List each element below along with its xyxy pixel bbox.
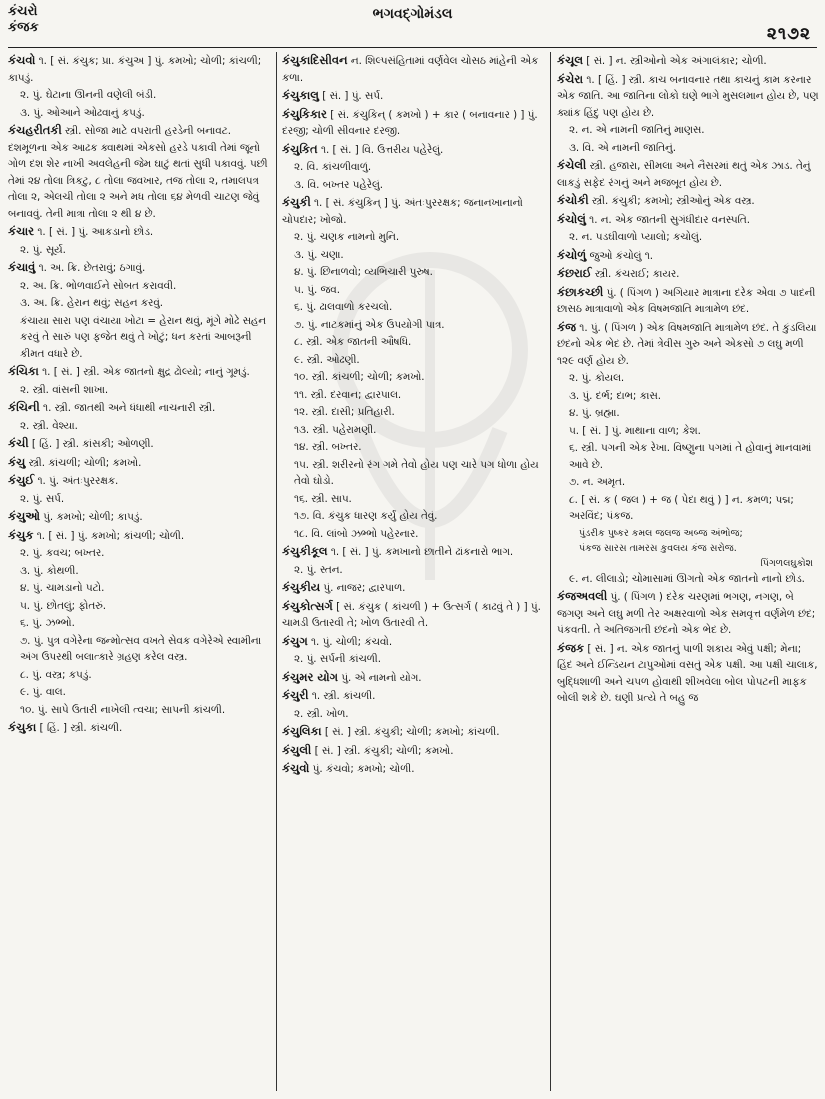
page-number: ૨૧૭૨ <box>766 24 811 44</box>
definition-text: ૨. અ. ક્રિ. ભોળવાઈને સોબત કરાવવી. <box>20 279 177 292</box>
definition-text: ૧. ન. એક જાતની સુગંધીદાર વનસ્પતિ. <box>585 213 750 226</box>
entry-sense <box>557 474 819 491</box>
headword: કંચેરા <box>557 71 584 86</box>
entry-sense <box>557 229 819 246</box>
definition-text: ૧૬. સ્ત્રી. સાપ. <box>294 492 352 505</box>
entry-sense <box>557 122 819 139</box>
dictionary-entry <box>557 211 819 229</box>
definition-text: ૯. સ્ત્રી. ઓઢણી. <box>294 353 360 366</box>
entry-sense <box>8 702 270 719</box>
dictionary-entry <box>282 760 544 778</box>
dictionary-entry <box>557 192 819 210</box>
definition-text: ૧. સ્ત્રી. જાતથી અને ધંધાથી નાચનારી સ્ત્રી. <box>39 402 216 414</box>
definition-text: [ હિં. ] સ્ત્રી. કાંસકી; ઓળણી. <box>28 438 154 450</box>
definition-text: ૧. પું. ( પિંગળ ) એક વિષમજાતિ માત્રામેળ છંદ. તે કુંડલિયા છંદનો એક ભેદ છે. તેમાં ત્રેવીસ ગુરુ અને એકસો ૭ લઘુ મળી ૧૨૯ વર્ણ હોય છે. <box>557 321 817 367</box>
entry-sense <box>282 229 544 246</box>
entry-sense <box>557 440 819 473</box>
definition-text: ૯. ન. લીલાડો; ચોમાસામાં ઊગતો એક જાતનો નાનો છોડ. <box>569 572 805 585</box>
dictionary-entry <box>282 194 544 228</box>
definition-text: ન. શિલ્પસંહિતામાં વર્ણવેલ ચોસઠ માંહેની એક કળા. <box>282 55 539 84</box>
entry-sense <box>8 278 270 295</box>
dictionary-entry <box>8 454 270 472</box>
definition-text: ૯. પું. વાલ. <box>20 686 66 698</box>
definition-text: ૧. સ્ત્રી. કાંચળી. <box>308 690 376 702</box>
dictionary-title: ભગવદ્ગોમંડલ <box>372 6 453 22</box>
entry-sense <box>8 491 270 508</box>
headword: કંચાવું <box>8 260 36 274</box>
headword: કંચેલી <box>557 158 587 172</box>
definition-text: કંચાયા સારા પણ વંચાયા ખોટા = હેરાન થવું, મૂંગે મોઢે સહન કરવું તે સારું પણ ફજેત થવું તે ખોટું; ધન કરતાં આબરૂની કીમત વધારે છે. <box>20 314 266 360</box>
entry-sense <box>282 562 544 579</box>
entry-sense <box>557 370 819 387</box>
definition-text: ૧૩. સ્ત્રી. પહેરામણી. <box>294 423 377 436</box>
headword: કંચોકી <box>557 193 589 207</box>
dictionary-entry <box>8 122 270 222</box>
definition-text: ૬. પું. ઢાલવાળો કરચલો. <box>294 301 393 313</box>
definition-text: જુઓ કંચોલું ૧. <box>586 249 654 262</box>
definition-text: ૧૮. વિ. લાંબો ઝભ્ભો પહેરનાર. <box>294 527 419 540</box>
quote-source <box>557 556 819 571</box>
definition-text: ૨. ન. પડઘીવાળો પ્યાલો; કચોલું. <box>569 231 703 243</box>
definition-text: ૧. [ હિં. ] સ્ત્રી. કાચ બનાવનાર તથા કાચનું કામ કરનાર એક જાતિ. આ જાતિના લોકો ઘણે ભાગે મુસલમાન હોય છે, પણ ક્યાંક હિંદુ પણ હોય છે. <box>557 73 819 119</box>
headword: કંચુકાદિસીવન <box>282 53 348 67</box>
definition-text: પું. એ નામનો યોગ. <box>338 671 422 684</box>
dictionary-entry <box>282 543 544 561</box>
headword: કંચુકી <box>282 195 311 209</box>
entry-sense <box>8 295 270 312</box>
definition-text: [ હિં. ] સ્ત્રી. કાંચળી. <box>36 722 123 734</box>
entry-sense <box>282 177 544 194</box>
definition-text: ૩. અ. ક્રિ. હેરાન થવું; સહન કરવું. <box>20 297 164 309</box>
entry-sense <box>8 684 270 701</box>
headword: કંચી <box>8 436 29 450</box>
definition-text: પુંડરીક પુષ્કર કમલ જલજ અબ્જ અંભોજ; <box>579 527 743 539</box>
headword: કંચિકા <box>8 364 39 378</box>
definition-text: પંકજ સારસ તામરસ કુવલય કંજ સરોજ. <box>579 542 737 554</box>
dictionary-entry <box>8 363 270 381</box>
dictionary-entry <box>8 508 270 526</box>
entry-sense <box>282 706 544 723</box>
dictionary-entry <box>557 640 819 707</box>
entry-sense <box>8 580 270 597</box>
entry-sense <box>282 282 544 299</box>
definition-text: ૧. [ સં. કંચુકિન્ ] પું. અંતઃપુરરક્ષક; જનાનખાનાનો ચોપદાર; ખોજો. <box>282 197 523 226</box>
definition-text: ૫. [ સં. ] પું. માથાના વાળ; કેશ. <box>569 424 701 437</box>
definition-text: સ્ત્રી. કંચરાઈ; કાયર. <box>591 268 680 280</box>
headword: કંચુકીકૂલ <box>282 544 328 558</box>
headword: કંચુ <box>8 454 26 469</box>
definition-text: ૨. પું. ચણક નામનો મુનિ. <box>294 231 400 243</box>
headword: કંચોલું <box>557 211 586 226</box>
definition-text: ૩. પું. ચણા. <box>294 248 344 261</box>
definition-text: ૧. [ સં. ] પું. આકડાનો છોડ. <box>34 226 154 238</box>
definition-text: ૩. વિ. બખ્તર પહેરેલું. <box>294 178 384 191</box>
headword: કંજ <box>557 319 576 334</box>
dictionary-entry <box>557 284 819 318</box>
column-divider <box>550 52 551 1091</box>
definition-text: [ સં. ] ન. સ્ત્રીઓનો એક અંગાલંકાર; ચોળી. <box>583 55 767 67</box>
headword: કંછરાઈ <box>557 266 592 280</box>
definition-text: પું. નાજર; દ્વારપાળ. <box>320 582 406 594</box>
definition-text: ૧. [ સં. કંચુક; પ્રા. કંચુઅ ] પું. કમખો; ચોળી; કાંચળી; કાપડું. <box>8 55 262 84</box>
entry-sense <box>557 388 819 405</box>
definition-text: ૨. સ્ત્રી. વાંસની શાખા. <box>20 383 109 396</box>
dictionary-entry <box>557 588 819 639</box>
dictionary-column-2 <box>282 52 544 1093</box>
entry-sense <box>8 615 270 632</box>
definition-text: ૨. પું. સૂર્ય. <box>20 243 66 256</box>
dictionary-entry <box>557 247 819 265</box>
definition-text: ૪. પું. છિનાળવો; વ્યભિચારી પુરુષ. <box>294 266 433 278</box>
definition-text: ૧૦. પું. સાપે ઉતારી નાખેલી ત્વચા; સાપની કાંચળી. <box>20 703 226 716</box>
definition-text: [ સં. કંચુક ( કાંચળી ) + ઉત્સર્ગ ( કાઢવું તે ) ] પું. ચામડી ઉતારવી તે; ખોળ ઉતારવી તે. <box>282 600 541 629</box>
headword: કંચોળું <box>557 247 587 262</box>
definition-text: ૧૪. સ્ત્રી. બખ્તર. <box>294 441 362 453</box>
entry-sense <box>282 387 544 404</box>
entry-sense <box>282 159 544 176</box>
headword: કંચુકીય <box>282 580 321 594</box>
entry-sense <box>557 405 819 422</box>
definition-text: ૧. પું. ચોળી; કંચવો. <box>307 635 393 648</box>
definition-text: પિંગળલઘુકોશ <box>760 557 813 569</box>
definition-text: સ્ત્રી. સોજા માટે વપરાતી હરડેની બનાવટ. દશમૂળના એક આઢક ક્વાથમાં એકસો હરડે પકાવી તેમાં જૂનો ગોળ દશ શેર નાખી અવલેહની જેમ ઘાટું થતાં સુધી પકાવવું. પછી તેમાં ૨૪ તોલા ત્રિકટુ, ૮ તોલા જવખાર, તજ તોલા ૨, તમાલપત્ર તોલા ૨, એલચી તોલા ૨ અને મધ તોલા ૬૪ મેળવી ચાટણ જેવું બનાવવું. તેની માત્રા તોલા ૨ થી ૪ છે. <box>8 125 268 220</box>
headword: કંચહરીતકી <box>8 123 62 137</box>
definition-text: ૭. પું. પુત્ર વગેરેના જન્મોત્સવ વખતે સેવક વગેરેએ સ્વામીના અંગ ઉપરથી બલાત્કારે ગ્રહણ કરેલ વસ્ત્ર. <box>20 634 262 663</box>
header-rule <box>8 47 817 48</box>
dictionary-entry <box>282 687 544 705</box>
dictionary-entry <box>8 472 270 490</box>
definition-text: [ સં. ] ન. એક જાતનું પાળી શકાય એવું પક્ષી; મેના; હિંદ અને ઈન્ડિયન ટાપુઓમાં વસતું એક પક્ષી. આ પક્ષી ચાલાક, બુદ્ધિશાળી અને ચપળ હોવાથી શીખવેલા બોલ પોપટની માફક બોલી શકે છે. ઘણી પ્રત્યે તે બહુ જ <box>557 642 818 704</box>
guide-word-first: કંચરો <box>8 4 38 19</box>
headword: કંચુકાલુ <box>282 88 319 102</box>
entry-sense <box>282 352 544 369</box>
definition-text: ૧. પું. અંતઃપુરરક્ષક. <box>34 475 119 487</box>
headword: કંચુકા <box>8 720 37 734</box>
headword: કંચાર <box>8 224 35 238</box>
definition-text: ૧. અ. ક્રિ. છેતરાવું; ઠગાવું. <box>35 262 146 274</box>
entry-sense <box>8 545 270 562</box>
dictionary-entry <box>8 52 270 86</box>
definition-text: ૨. પું. કોયલ. <box>569 372 625 384</box>
entry-sense <box>8 382 270 399</box>
definition-text: ૬. પું. ઝભ્ભો. <box>20 617 75 629</box>
entry-sense <box>8 418 270 435</box>
headword: કંચુકિકાર <box>282 106 327 121</box>
entry-sense <box>8 242 270 259</box>
definition-text: ૨. સ્ત્રી. વેશ્યા. <box>20 419 78 432</box>
definition-text: ૨. પું. સર્પની કાંચળી. <box>294 653 382 665</box>
entry-sense <box>282 247 544 264</box>
headword: કંચુવો <box>282 761 310 775</box>
definition-text: ૨. ન. એ નામની જાતિનું માણસ. <box>569 124 705 136</box>
definition-text: ૨. પું. કવચ; બખ્તર. <box>20 547 105 559</box>
entry-sense <box>8 105 270 122</box>
headword: કંચુમર યોગ <box>282 669 339 684</box>
definition-text: [ સં. ] સ્ત્રી. કંચુકી; ચોળી; કમખો. <box>311 744 454 757</box>
headword: કંચુલિકા <box>282 724 322 738</box>
entry-sense <box>282 369 544 386</box>
headword: કંચૂલ <box>557 53 584 67</box>
definition-text: [ સં. ] પું. સર્પ. <box>318 90 384 102</box>
dictionary-column-1 <box>8 52 270 1093</box>
entry-sense <box>8 563 270 580</box>
headword: કંજઅવલી <box>557 589 608 603</box>
entry-sense <box>282 334 544 351</box>
headword: કંચુગ <box>282 633 308 648</box>
entry-sense <box>282 264 544 281</box>
definition-text: ૨. વિ. કાંચળીવાળું. <box>294 161 372 173</box>
dictionary-column-3 <box>557 52 819 1093</box>
definition-text: પું. કમખો; ચોળી; કાપડું. <box>39 511 143 523</box>
headword: કંચવો <box>8 53 36 67</box>
dictionary-entry <box>282 52 544 86</box>
definition-text: સ્ત્રી. હજારા, સીમલા અને નૈસરમાં થતું એક ઝાડ. તેનું લાકડું સફેદ રંગનું અને મજબૂત હોય છે. <box>557 160 811 189</box>
definition-text: [ સં. ] સ્ત્રી. કંચુકી; ચોળી; કમખો; કાંચળી. <box>321 726 500 738</box>
definition-text: ૮. પું. વસ્ત્ર; કપડું. <box>20 668 92 681</box>
headword: કંચિની <box>8 400 40 414</box>
definition-text: પું. ( પિંગળ ) દરેક ચરણમાં ભગણ, નગણ, બે જગણ અને લઘુ મળી તેર અક્ષરવાળો એક સમવૃત્ત વર્ણમેળ છંદ; પંકવતી. તે અતિજગતી છંદનો એક ભેદ છે. <box>557 591 816 636</box>
dictionary-entry <box>282 579 544 597</box>
dictionary-entry <box>282 598 544 632</box>
headword: કંછાકચ્છી <box>557 284 604 299</box>
entry-sense <box>282 651 544 668</box>
entry-sense <box>8 313 270 363</box>
entry-sense <box>282 404 544 421</box>
definition-text: ૭. પું. નાટકમાંનું એક ઉપયોગી પાત્ર. <box>294 318 445 331</box>
entry-sense <box>8 598 270 615</box>
definition-text: ૧. [ સં. ] વિ. ઉત્તરીય પહેરેલું. <box>317 143 444 156</box>
column-divider <box>276 52 277 1091</box>
dictionary-entry <box>557 319 819 370</box>
definition-text: ૩. વિ. એ નામની જાતિનું. <box>569 141 677 154</box>
definition-text: ૪. પું. ચામડાનો પટો. <box>20 582 105 594</box>
entry-sense <box>557 140 819 157</box>
page-header <box>0 0 825 50</box>
dictionary-entry <box>8 223 270 241</box>
entry-sense <box>282 422 544 439</box>
entry-sense <box>282 508 544 525</box>
dictionary-entry <box>282 633 544 651</box>
dictionary-entry <box>8 527 270 545</box>
quoted-verse <box>557 541 819 556</box>
definition-text: ૩. પું. કોથળી. <box>20 564 79 577</box>
entry-sense <box>282 317 544 334</box>
definition-text: ૧. [ સં. ] પું. કમખો; કાંચળી; ચોળી. <box>33 529 185 542</box>
dictionary-entry <box>282 87 544 105</box>
definition-text: ૧. [ સં. ] સ્ત્રી. એક જાતનો ક્ષુદ્ર ઢોલ્યો; નાનું ગૂમડું. <box>38 366 250 378</box>
dictionary-entry <box>282 742 544 760</box>
definition-text: પું. ( પિંગળ ) અગિયાર માત્રાના દરેક એવા ૭ પાદની છાસઠ માત્રાવાળો એક વિષમજાતિ માત્રામેળ છંદ. <box>557 286 816 315</box>
quoted-verse <box>557 526 819 541</box>
entry-sense <box>282 439 544 456</box>
definition-text: ૭. ન. અમૃત. <box>569 476 626 488</box>
definition-text: ૩. પું. દર્ભ; દાભ; કાસ. <box>569 389 662 402</box>
definition-text: ૬. સ્ત્રી. પગની એક રેખા. વિષ્ણુના પગમાં તે હોવાનું માનવામાં આવે છે. <box>569 442 812 471</box>
headword: કંજક <box>557 640 585 655</box>
headword: કંચુલી <box>282 742 312 757</box>
entry-sense <box>557 571 819 588</box>
definition-text: [ સં. કંચુકિન્ ( કમખો ) + કાર ( બનાવનાર ) ] પું. દરજી; ચોળી સીવનાર દરજી. <box>282 108 538 137</box>
definition-text: ૨. પું. સ્તન. <box>294 563 343 576</box>
definition-text: સ્ત્રી. કંચુકી; કમખો; સ્ત્રીઓનું એક વસ્ત્ર. <box>588 195 755 207</box>
dictionary-entry <box>282 141 544 159</box>
definition-text: ૨. પું. ઘેટાના ઊનની વણેલી બંડી. <box>20 89 157 101</box>
dictionary-entry <box>557 157 819 191</box>
dictionary-entry <box>282 106 544 140</box>
definition-text: ૩. પું. ઓઆને ઓઢવાનું કપડું. <box>20 106 145 119</box>
definition-text: ૨. પું. સર્પ. <box>20 492 65 505</box>
definition-text: ૮. સ્ત્રી. એક જાતની ઔષધિ. <box>294 336 412 348</box>
definition-text: ૧. [ સં. ] પું. કમખાનો છાતીને ઢાંકનારો ભાગ. <box>327 546 514 558</box>
dictionary-entry <box>557 71 819 122</box>
dictionary-entry <box>557 52 819 70</box>
entry-sense <box>8 87 270 104</box>
guide-word-last: કંજક <box>8 20 39 35</box>
entry-sense <box>282 457 544 490</box>
definition-text: સ્ત્રી. કાંચળી; ચોળી; કમખો. <box>25 456 142 469</box>
dictionary-entry <box>8 719 270 737</box>
definition-text: ૮. [ સં. ક ( જલ ) + જ ( પેદા થવું ) ] ન. કમળ; પદ્મ; અરવિંદ; પંકજ. <box>569 493 794 522</box>
headword: કંચુકોત્સર્ગ <box>282 598 333 613</box>
dictionary-entry <box>8 259 270 277</box>
definition-text: ૧૫. સ્ત્રી. શરીરનો રંગ ગમે તેવો હોય પણ ચારે પગ ધોળા હોય તેવો ઘોડો. <box>294 458 539 487</box>
definition-text: ૧૭. વિ. કંચુક ધારણ કર્યું હોય તેવું. <box>294 510 438 522</box>
entry-sense <box>282 526 544 543</box>
entry-sense <box>557 423 819 440</box>
dictionary-entry <box>282 723 544 741</box>
definition-text: ૧૧. સ્ત્રી. દરવાન; દ્વારપાલ. <box>294 388 402 401</box>
entry-sense <box>557 492 819 525</box>
definition-text: ૨. સ્ત્રી. ખોળ. <box>294 707 349 720</box>
headword: કંચુક <box>8 527 34 542</box>
headword: કંચુઈ <box>8 473 35 487</box>
entry-sense <box>282 491 544 508</box>
definition-text: ૫. પું. જવ. <box>294 283 340 296</box>
definition-text: ૧૦. સ્ત્રી. કાંચળી; ચોળી; કમખો. <box>294 371 425 383</box>
headword: કંચુકિત <box>282 141 318 156</box>
definition-text: ૧૨. સ્ત્રી. દાસી; પ્રતિહારી. <box>294 406 395 418</box>
entry-sense <box>8 633 270 666</box>
definition-text: ૫. પું. છોતલું; ફોતરું. <box>20 599 107 612</box>
entry-sense <box>8 667 270 684</box>
entry-sense <box>282 299 544 316</box>
definition-text: પું. કંચવો; કમખો; ચોળી. <box>309 763 415 775</box>
dictionary-entry <box>557 265 819 283</box>
headword: કંચુરી <box>282 688 309 702</box>
definition-text: ૪. પું. બ્રહ્મા. <box>569 407 620 419</box>
headword: કંચુઓ <box>8 509 40 523</box>
dictionary-entry <box>282 669 544 687</box>
dictionary-entry <box>8 435 270 453</box>
dictionary-entry <box>8 399 270 417</box>
